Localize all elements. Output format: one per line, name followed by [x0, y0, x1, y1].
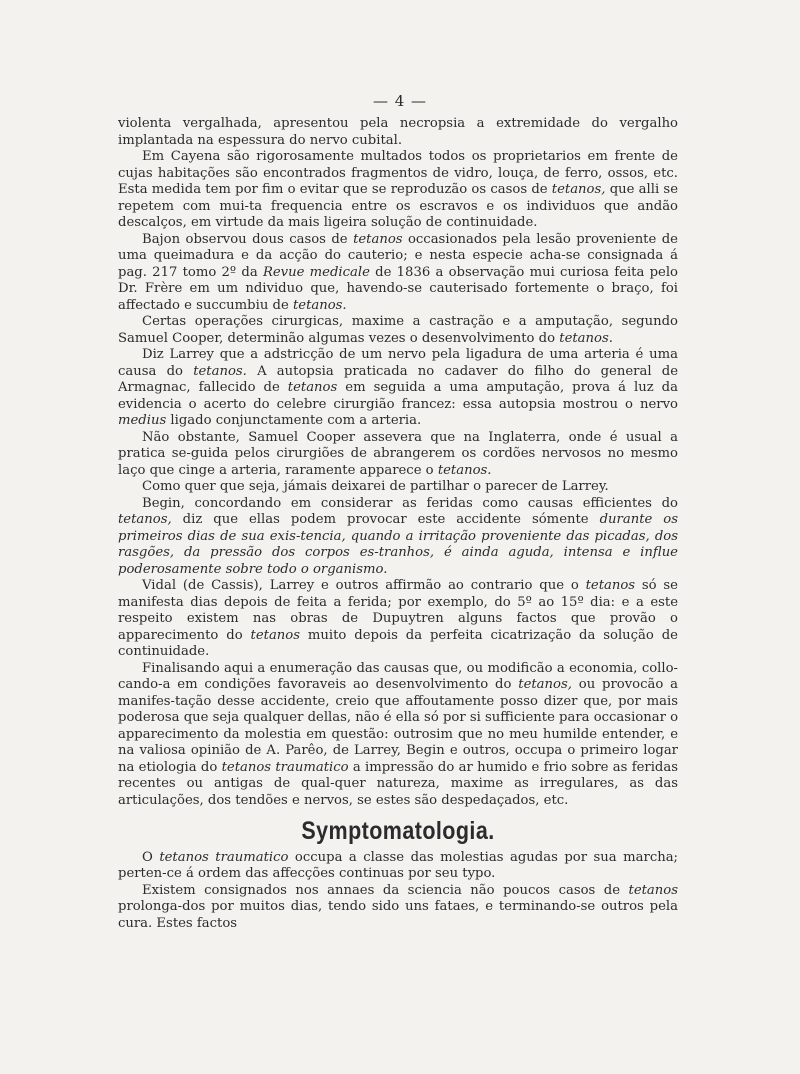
- text-run: violenta vergalhada, apresentou pela necropsia a extremidade do vergalho implantada na espessura do nervo cubital.: [118, 116, 678, 148]
- italic-text: tetanos.: [437, 462, 492, 478]
- text-run: em seguida a uma amputação, prova á luz da evidencia o acerto do celebre cirurgião francez: essa autopsia mostrou o nervo: [118, 380, 678, 412]
- text-run: Não obstante, Samuel Cooper assevera que na Inglaterra, onde é usual a pratica se-guida pelos cirurgiões de abrangerem os cordões nervosos no mesmo laço que cinge a arteria, raramente apparece o: [118, 429, 678, 478]
- text-run: Diz Larrey que a adstricção de um nervo pela ligadura de uma arteria é uma causa do: [118, 347, 678, 379]
- italic-text: medius: [118, 413, 167, 428]
- italic-text: Revue medicale: [262, 264, 370, 280]
- text-run: Certas operações cirurgicas, maxime a castração e a amputação, segundo Samuel Cooper, determinão algumas vezes o desenvolvimento do: [118, 314, 678, 346]
- paragraph-p2: [118, 149, 678, 232]
- page-number: — 4 —: [372, 92, 428, 110]
- paragraphs-after: [118, 850, 678, 933]
- paragraph-p3: [118, 232, 678, 315]
- text-run: a impressão do ar humido e frio sobre as feridas recentes ou antigas de qual-quer natureza, maxime as irregulares, as das articulações, dos tendões e nervos, se estes são despedaçados, etc.: [118, 759, 679, 808]
- paragraph-p1: [118, 116, 678, 149]
- text-run: occasionados pela lesão proveniente de uma queimadura e da acção do cauterio; e nesta especie acha-se consignada á pag. 217 tomo 2º da: [118, 231, 678, 280]
- text-run: de 1836 a observação mui curiosa feita pelo Dr. Frère em um ndividuo que, havendo-se cauterisado fortemente o braço, foi affectado e succumbiu de: [118, 264, 678, 313]
- text-run: O: [142, 849, 160, 865]
- paragraph-p4: [118, 314, 678, 347]
- paragraph-p10: [118, 661, 678, 810]
- paragraph-p12: [118, 883, 678, 933]
- italic-text: tetanos: [628, 882, 678, 898]
- paragraph-p5: [118, 347, 678, 430]
- text-run: A autopsia praticada no cadaver do filho do general de Armagnac, fallecido de: [118, 363, 678, 395]
- text-run: ou provocão a manifes-tação desse accidente, creio que affoutamente posso dizer que, por mais poderosa que seja qualquer dellas, não é ella só por si sufficiente para occasionar o apparecimento da molestia em questão: outrosim que no meu humilde entender, e na valiosa opinião de A. Parêo, de Larrey, Begin e outros, occupa o primeiro logar na etiologia do: [118, 677, 679, 775]
- italic-text: tetanos,: [518, 677, 572, 692]
- text-run: diz que ellas podem provocar este accidente sómente: [171, 512, 600, 527]
- text-run: Finalisando aqui a enumeração das causas que, ou modificão a economia, collo-cando-a em condições favoraveis ao desenvolvimento do: [118, 660, 678, 692]
- text-run: Vidal (de Cassis), Larrey e outros affirmão ao contrario que o: [142, 578, 586, 593]
- paragraphs-before: [118, 116, 678, 809]
- paragraph-p6: [118, 430, 678, 480]
- text-run: só se manifesta dias depois de feita a ferida; por exemplo, do 5º ao 15º dia: e a este respeito existem nas obras de Dupuytren alguns factos que provão o apparecimento do: [118, 578, 678, 643]
- italic-text: tetanos,: [118, 512, 172, 527]
- text-run: Existem consignados nos annaes da sciencia não poucos casos de: [142, 882, 629, 898]
- text-run: Como quer que seja, jámais deixarei de partilhar o parecer de Larrey.: [142, 479, 609, 494]
- italic-text: tetanos: [585, 578, 636, 593]
- italic-text: tetanos: [353, 231, 403, 247]
- text-run: Em Cayena são rigorosamente multados todos os proprietarios em frente de cujas habitações são encontrados fragmentos de vidro, louça, de ferro, ossos, etc. Esta medida tem por fim o evitar que se reproduzão os casos de: [118, 149, 678, 197]
- paragraph-p11: [118, 850, 678, 883]
- italic-text: tetanos: [287, 380, 338, 395]
- italic-text: tetanos traumatico: [159, 849, 289, 865]
- text-run: occupa a classe das molestias agudas por sua marcha; perten-ce á ordem das affecções continuas por seu typo.: [118, 849, 678, 881]
- text-run: muito depois da perfeita cicatrização da solução de continuidade.: [118, 627, 678, 659]
- italic-text: tetanos traumatico: [221, 759, 349, 775]
- text-run: Begin, concordando em considerar as feridas como causas efficientes do: [142, 495, 678, 511]
- body-text: [118, 116, 678, 932]
- text-run: prolonga-dos por muitos dias, tendo sido uns fataes, e terminando-se outros pela cura. Estes factos: [118, 899, 678, 931]
- italic-text: tetanos,: [551, 182, 606, 197]
- text-run: que alli se repetem com mui-ta frequencia entre os escravos e os individuos que andão descalços, em virtude da mais ligeira solução de continuidade.: [118, 182, 678, 230]
- paragraph-p8: [118, 496, 678, 579]
- italic-text: durante os primeiros dias de sua exis-tencia, quando a irritação proveniente das picadas, dos rasgões, da pressão dos corpos es-tranhos, é ainda aguda, intensa e influe poderosamente sobre todo o organismo.: [118, 512, 678, 577]
- section-heading: Symptomatologia.: [301, 817, 495, 845]
- italic-text: tetanos: [250, 627, 301, 643]
- paragraph-p7: [118, 479, 678, 496]
- paragraph-p9: [118, 578, 678, 661]
- text-run: Bajon observou dous casos de: [142, 231, 354, 247]
- italic-text: tetanos.: [292, 297, 347, 313]
- italic-text: tetanos.: [193, 363, 247, 379]
- italic-text: tetanos.: [559, 330, 613, 346]
- text-run: ligado conjunctamente com a arteria.: [166, 413, 422, 428]
